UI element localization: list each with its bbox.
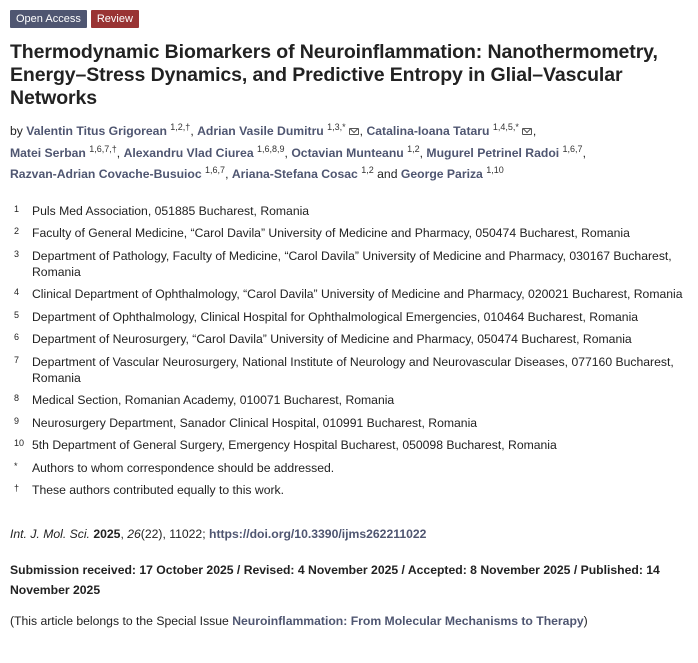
byline-prefix: by: [10, 124, 23, 138]
author-link[interactable]: Alexandru Vlad Ciurea: [123, 145, 254, 160]
author-affiliation-sup: 1,6,7,†: [89, 143, 117, 154]
author-link[interactable]: Ariana-Stefana Cosac: [231, 167, 358, 181]
author-link[interactable]: Mugurel Petrinel Radoi: [426, 145, 560, 160]
author-affiliation-sup: 1,2: [361, 164, 374, 175]
author-affiliation-sup: 1,2: [407, 143, 420, 154]
affiliation-item: [10, 309, 694, 325]
affiliation-item: [10, 225, 694, 241]
article-header: [10, 10, 694, 629]
affiliation-item: [10, 248, 694, 280]
affiliation-number: 3: [14, 248, 20, 259]
affiliation-item: [10, 331, 694, 347]
author-link[interactable]: Catalina-Ioana Tataru: [366, 124, 490, 138]
affiliation-text: Department of Ophthalmology, Clinical Hospital for Ophthalmological Emergencies, 010464 Bucharest, Romania: [32, 309, 639, 324]
citation-year: 2025: [93, 527, 121, 541]
affiliation-text: 5th Department of General Surgery, Emergency Hospital Bucharest, 050098 Bucharest, Romania: [32, 438, 557, 452]
affiliation-number: 4: [14, 287, 20, 297]
affiliation-number: 6: [14, 332, 20, 342]
review-badge[interactable]: Review: [91, 10, 139, 28]
author-affiliation-sup: 1,2,†: [170, 121, 191, 132]
affiliation-item: [10, 286, 694, 302]
author-affiliation-sup: 1,4,5,*: [492, 121, 519, 132]
affiliation-text: Clinical Department of Ophthalmology, “Carol Davila” University of Medicine and Pharmacy, 020021 Bucharest, Romania: [32, 287, 683, 301]
open-access-badge[interactable]: Open Access: [10, 10, 87, 28]
affiliation-number: 1: [14, 203, 20, 214]
email-icon[interactable]: [522, 128, 532, 135]
special-issue-note: [10, 613, 694, 629]
affiliation-item: [10, 354, 694, 386]
affiliation-item: [10, 460, 694, 476]
affiliation-item: [10, 482, 694, 498]
affiliation-text: Puls Med Association, 051885 Bucharest, Romania: [32, 203, 310, 218]
author-link[interactable]: Valentin Titus Grigorean: [26, 124, 167, 138]
affiliation-text: Department of Vascular Neurosurgery, National Institute of Neurology and Neurovascular Diseases, 077160 Bucharest, Romania: [32, 354, 674, 385]
special-issue-suffix: ): [583, 614, 588, 628]
affiliation-number: *: [14, 460, 18, 471]
citation: Int. J. Mol. Sci. 2025, 26(22), 11022; https://doi.org/10.3390/ijms262211022: [10, 527, 427, 541]
email-icon[interactable]: [349, 128, 359, 135]
citation-volume: 26: [127, 527, 141, 541]
author-link[interactable]: George Pariza: [400, 167, 483, 181]
author-affiliation-sup: 1,10: [486, 164, 504, 175]
affiliation-number: 8: [14, 393, 20, 403]
byline-and: and: [377, 167, 398, 181]
affiliation-text: Authors to whom correspondence should be addressed.: [32, 460, 335, 475]
journal-name: Int. J. Mol. Sci.: [10, 527, 90, 541]
author-affiliation-sup: 1,3,*: [327, 121, 346, 132]
author-affiliation-sup: 1,6,8,9: [257, 143, 285, 154]
doi-link[interactable]: https://doi.org/10.3390/ijms262211022: [209, 527, 427, 541]
affiliation-text: Department of Pathology, Faculty of Medicine, “Carol Davila” University of Medicine and Pharmacy, 030167 Bucharest, Romania: [32, 248, 672, 279]
badge-row: [10, 10, 694, 28]
special-issue-link[interactable]: Neuroinflammation: From Molecular Mechanisms to Therapy: [232, 614, 584, 628]
affiliation-number: 9: [14, 415, 20, 426]
affiliation-number: †: [14, 483, 20, 493]
publication-dates: Submission received: 17 October 2025 / Revised: 4 November 2025 / Accepted: 8 November 2025 / Published: 14 November 2025: [10, 563, 660, 597]
affiliation-item: [10, 392, 694, 408]
affiliation-list: [10, 203, 694, 499]
affiliation-item: [10, 415, 694, 431]
author-link[interactable]: Octavian Munteanu: [291, 145, 404, 160]
article-title: Thermodynamic Biomarkers of Neuroinflammation: Nanothermometry, Energy–Stress Dynamics, and Predictive Entropy in Glial–Vascular Networks: [10, 41, 658, 109]
author-affiliation-sup: 1,6,7: [562, 143, 583, 154]
special-issue-prefix: (This article belongs to the Special Issue: [10, 614, 229, 628]
author-affiliation-sup: 1,6,7: [205, 164, 226, 175]
affiliation-text: Faculty of General Medicine, “Carol Davila” University of Medicine and Pharmacy, 050474 Bucharest, Romania: [32, 226, 630, 240]
affiliation-number: 7: [14, 354, 20, 365]
affiliation-text: Neurosurgery Department, Sanador Clinical Hospital, 010991 Bucharest, Romania: [32, 415, 478, 430]
affiliation-number: 5: [14, 309, 20, 320]
affiliation-number: 10: [14, 438, 25, 448]
author-link[interactable]: Adrian Vasile Dumitru: [197, 124, 324, 138]
affiliation-text: Department of Neurosurgery, “Carol Davila” University of Medicine and Pharmacy, 050474 Bucharest, Romania: [32, 332, 632, 346]
affiliation-item: [10, 437, 694, 453]
affiliation-text: These authors contributed equally to this work.: [32, 483, 285, 497]
author-list: by Valentin Titus Grigorean $^{1,2,\dagger}$, Adrian Vasile Dumitru $^{1,3,*}$ , Catalina-Ioana Tataru $^{1,4,5,*}$ , Matei Serban $^{1,6,7,\dagger}$, Alexandru Vlad Ciurea $^{1,6,8,9}$, Octavian Munteanu $^{1,2}$, Mugurel Petrinel Radoi $^{1,6,7}$, Razvan-Adrian Covache-Busuioc $^{1,6,7}$, Ariana-Stefana Cosac $^{1,2}$ and George Pariza $^{1,10}$: [10, 121, 586, 181]
author-link[interactable]: Razvan-Adrian Covache-Busuioc: [10, 167, 202, 181]
affiliation-item: [10, 203, 694, 219]
citation-issue-pages: (22), 11022;: [140, 527, 206, 541]
affiliation-text: Medical Section, Romanian Academy, 010071 Bucharest, Romania: [32, 393, 395, 407]
affiliation-number: 2: [14, 226, 20, 236]
author-link[interactable]: Matei Serban: [10, 145, 86, 160]
